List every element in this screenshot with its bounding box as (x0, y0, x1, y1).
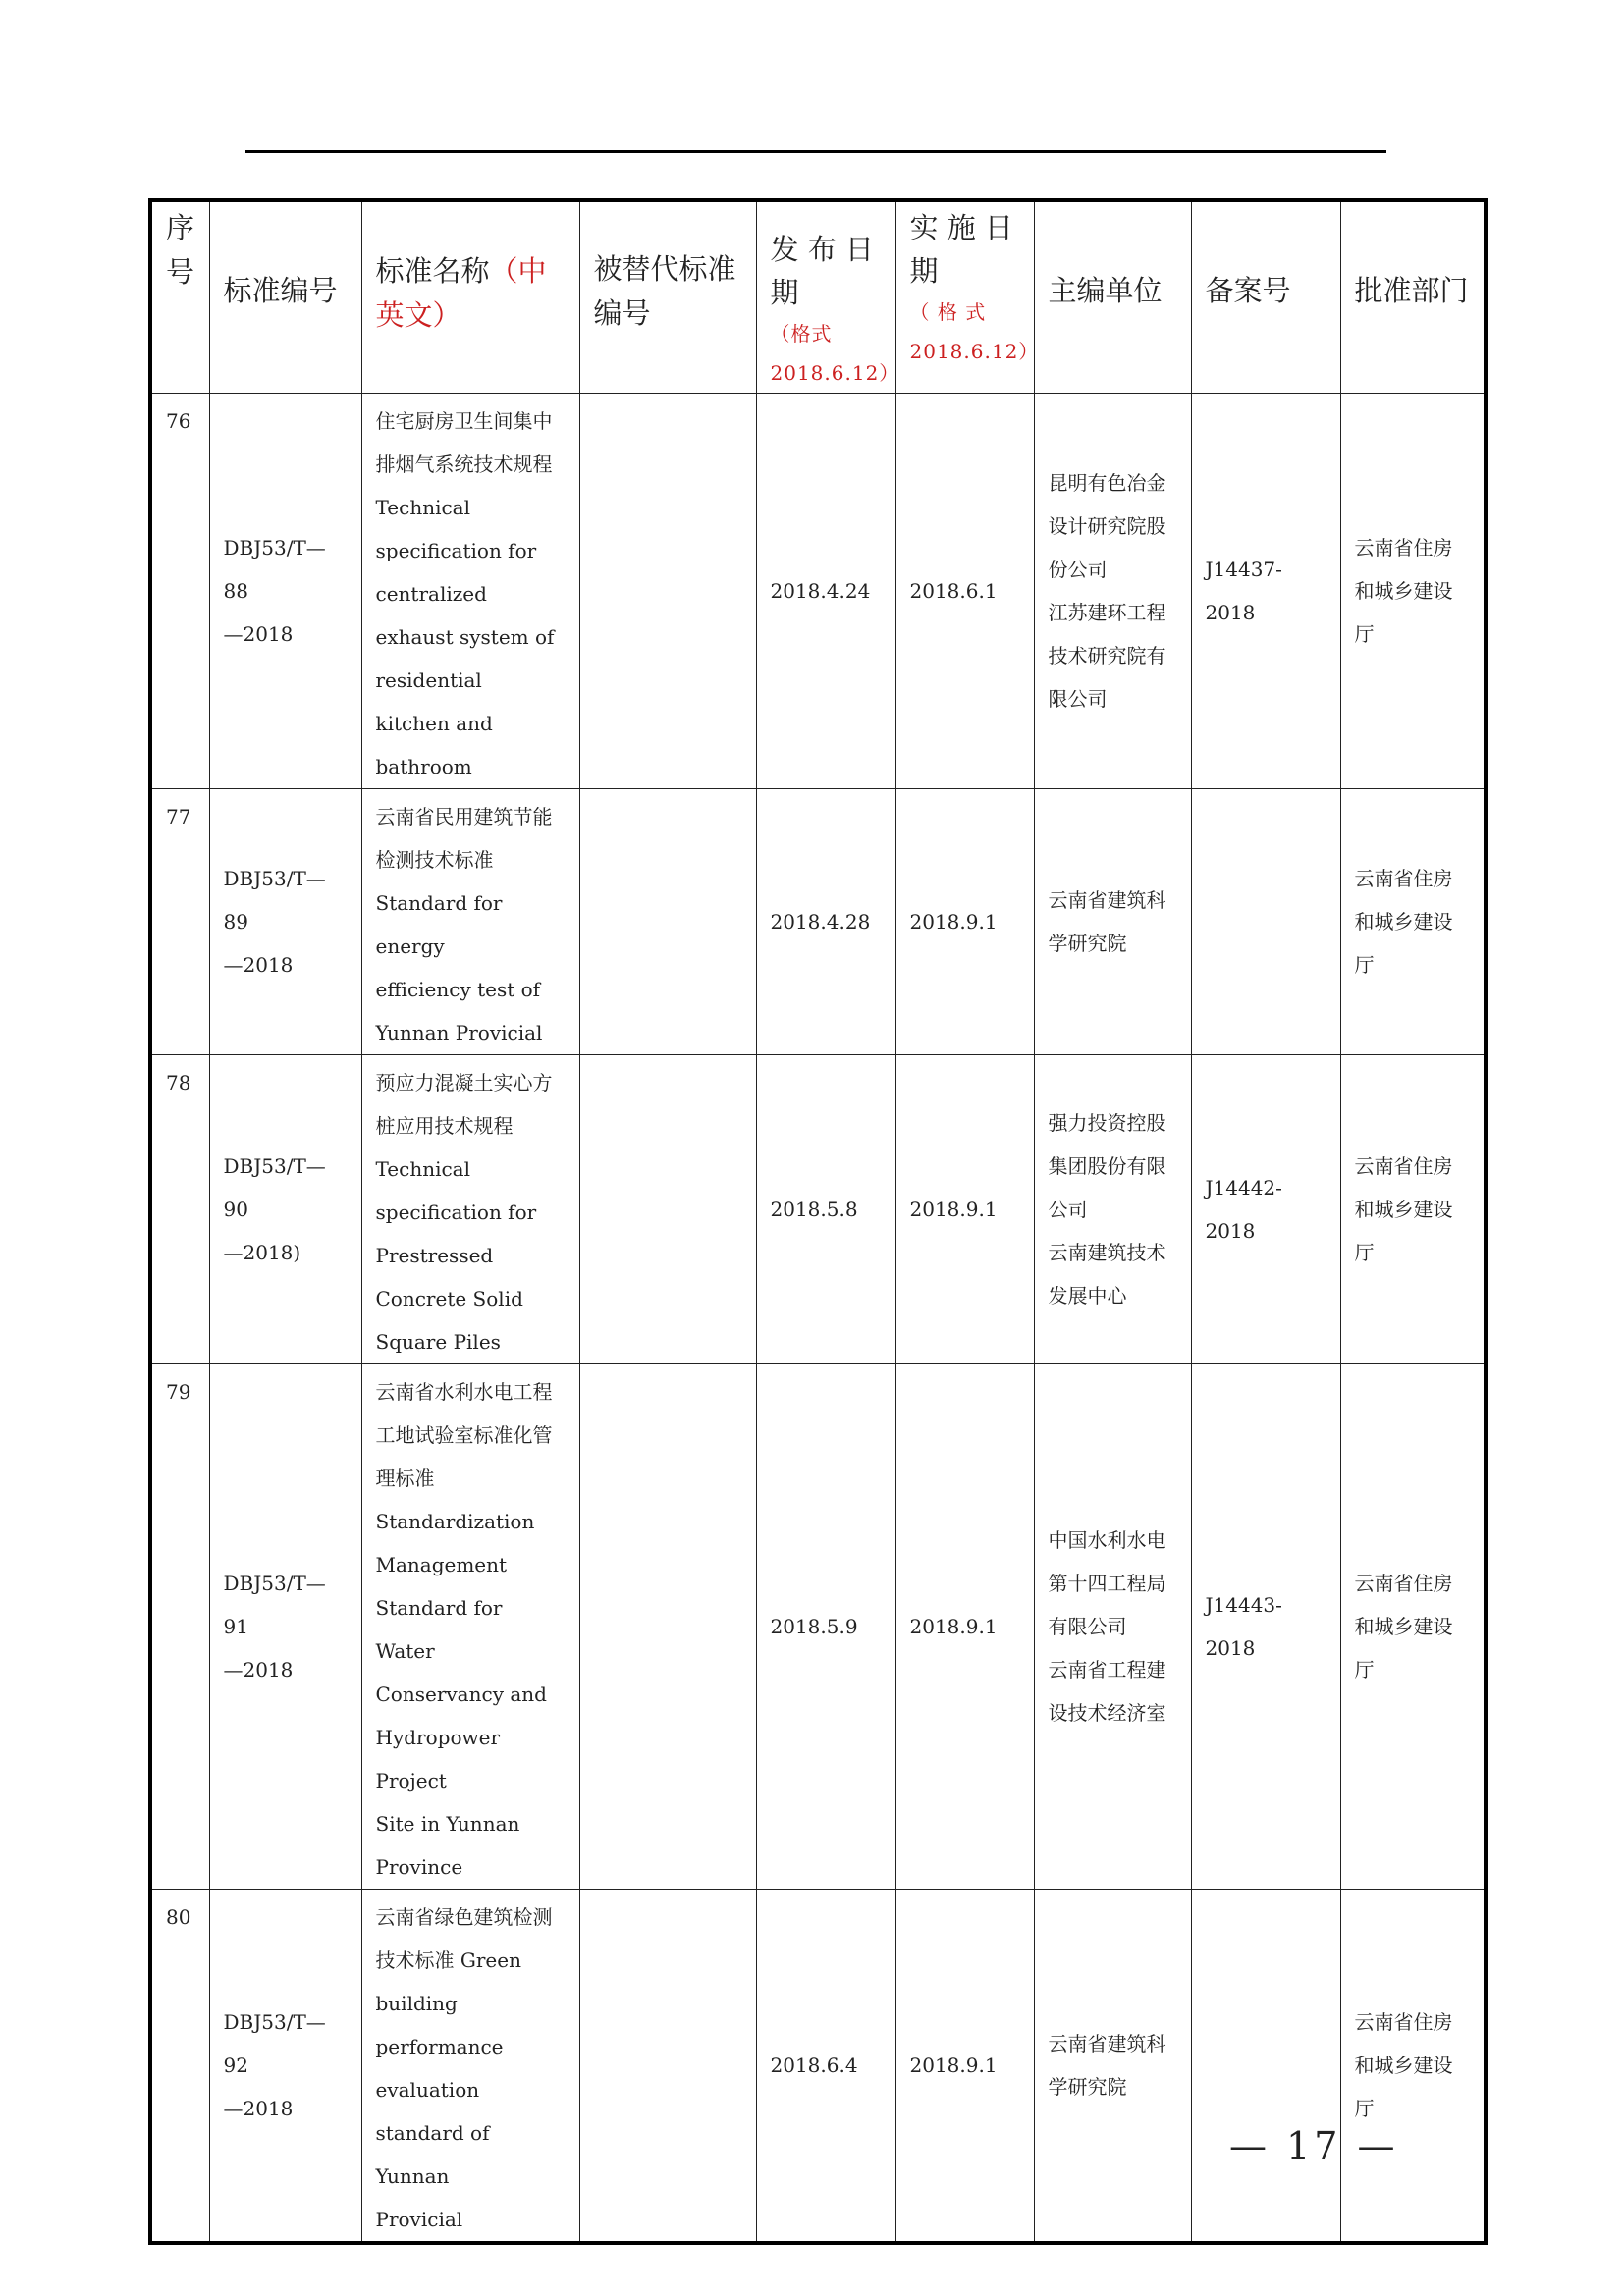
header-approver: 批准部门 (1340, 200, 1486, 394)
row-approver: 云南省住房 和城乡建设 厅 (1340, 789, 1486, 1055)
header-record: 备案号 (1191, 200, 1340, 394)
header-publish-main: 发 布 日 期 (770, 233, 874, 309)
header-impl-main: 实 施 日 期 (909, 211, 1013, 288)
row-impl-date: 2018.9.1 (895, 1364, 1034, 1890)
header-impl-format: （ 格 式 2018.6.12） (909, 300, 1040, 363)
header-publish-date (756, 200, 900, 394)
table-row (150, 789, 1486, 1055)
row-impl-date: 2018.9.1 (895, 1890, 1034, 2244)
row-impl-date: 2018.6.1 (895, 394, 1034, 789)
row-code: DBJ53/T—88 —2018 (209, 394, 361, 789)
row-impl-date: 2018.9.1 (895, 1055, 1034, 1364)
row-seq: 77 (150, 789, 209, 1055)
header-row (150, 200, 1486, 394)
row-publish-date: 2018.4.24 (756, 394, 895, 789)
row-approver: 云南省住房 和城乡建设 厅 (1340, 394, 1486, 789)
row-replaced (579, 1890, 756, 2244)
row-seq: 78 (150, 1055, 209, 1364)
row-name: 云南省绿色建筑检测 技术标准 Green building performance evaluation standard of Yunnan Provicial (361, 1890, 579, 2244)
row-name: 住宅厨房卫生间集中 排烟气系统技术规程 Technical specification for centralized exhaust system of residential kitchen and bathroom (361, 394, 579, 789)
row-replaced (579, 789, 756, 1055)
row-replaced (579, 394, 756, 789)
row-code: DBJ53/T—89 —2018 (209, 789, 361, 1055)
header-replaced: 被替代标准 编号 (579, 200, 756, 394)
header-code: 标准编号 (209, 200, 361, 394)
header-publish-format: （格式 2018.6.12） (770, 322, 900, 385)
row-record: J14443-2018 (1191, 1364, 1340, 1890)
header-impl-date (895, 200, 1040, 394)
row-record: J14437-2018 (1191, 394, 1340, 789)
row-code: DBJ53/T—92 —2018 (209, 1890, 361, 2244)
row-editor: 中国水利水电 第十四工程局 有限公司 云南省工程建 设技术经济室 (1034, 1364, 1191, 1890)
header-name-main: 标准名称 (375, 254, 490, 288)
row-publish-date: 2018.5.9 (756, 1364, 895, 1890)
header-editor: 主编单位 (1034, 200, 1191, 394)
row-approver: 云南省住房 和城乡建设 厅 (1340, 1055, 1486, 1364)
row-record: J14442-2018 (1191, 1055, 1340, 1364)
header-rule (245, 150, 1386, 153)
table-row (150, 1890, 1486, 2244)
row-editor: 云南省建筑科 学研究院 (1034, 789, 1191, 1055)
row-name: 云南省水利水电工程 工地试验室标准化管 理标准 Standardization Management Standard for Water Conservancy and Hydropower Project Site in Yunnan Province (361, 1364, 579, 1890)
table-row (150, 1055, 1486, 1364)
row-name: 预应力混凝土实心方 桩应用技术规程 Technical specification for Prestressed Concrete Solid Square Piles (361, 1055, 579, 1364)
header-name (361, 200, 579, 394)
row-seq: 79 (150, 1364, 209, 1890)
row-approver: 云南省住房 和城乡建设 厅 (1340, 1890, 1486, 2244)
row-publish-date: 2018.6.4 (756, 1890, 895, 2244)
row-editor: 云南省建筑科 学研究院 (1034, 1890, 1191, 2244)
standards-table (148, 198, 1488, 2245)
row-record (1191, 1890, 1340, 2244)
header-name-lang: （中英文） (375, 254, 547, 332)
row-publish-date: 2018.5.8 (756, 1055, 895, 1364)
row-seq: 80 (150, 1890, 209, 2244)
row-publish-date: 2018.4.28 (756, 789, 895, 1055)
row-code: DBJ53/T—90 —2018) (209, 1055, 361, 1364)
row-impl-date: 2018.9.1 (895, 789, 1034, 1055)
row-code: DBJ53/T—91 —2018 (209, 1364, 361, 1890)
row-replaced (579, 1055, 756, 1364)
table-row (150, 394, 1486, 789)
row-replaced (579, 1364, 756, 1890)
row-editor: 昆明有色冶金 设计研究院股 份公司 江苏建环工程 技术研究院有 限公司 (1034, 394, 1191, 789)
header-seq: 序 号 (150, 200, 209, 394)
row-approver: 云南省住房 和城乡建设 厅 (1340, 1364, 1486, 1890)
row-editor: 强力投资控股 集团股份有限 公司 云南建筑技术 发展中心 (1034, 1055, 1191, 1364)
page-number: — 17 — (1229, 2124, 1399, 2167)
row-seq: 76 (150, 394, 209, 789)
table-row (150, 1364, 1486, 1890)
row-record (1191, 789, 1340, 1055)
row-name: 云南省民用建筑节能 检测技术标准 Standard for energy efficiency test of Yunnan Provicial (361, 789, 579, 1055)
